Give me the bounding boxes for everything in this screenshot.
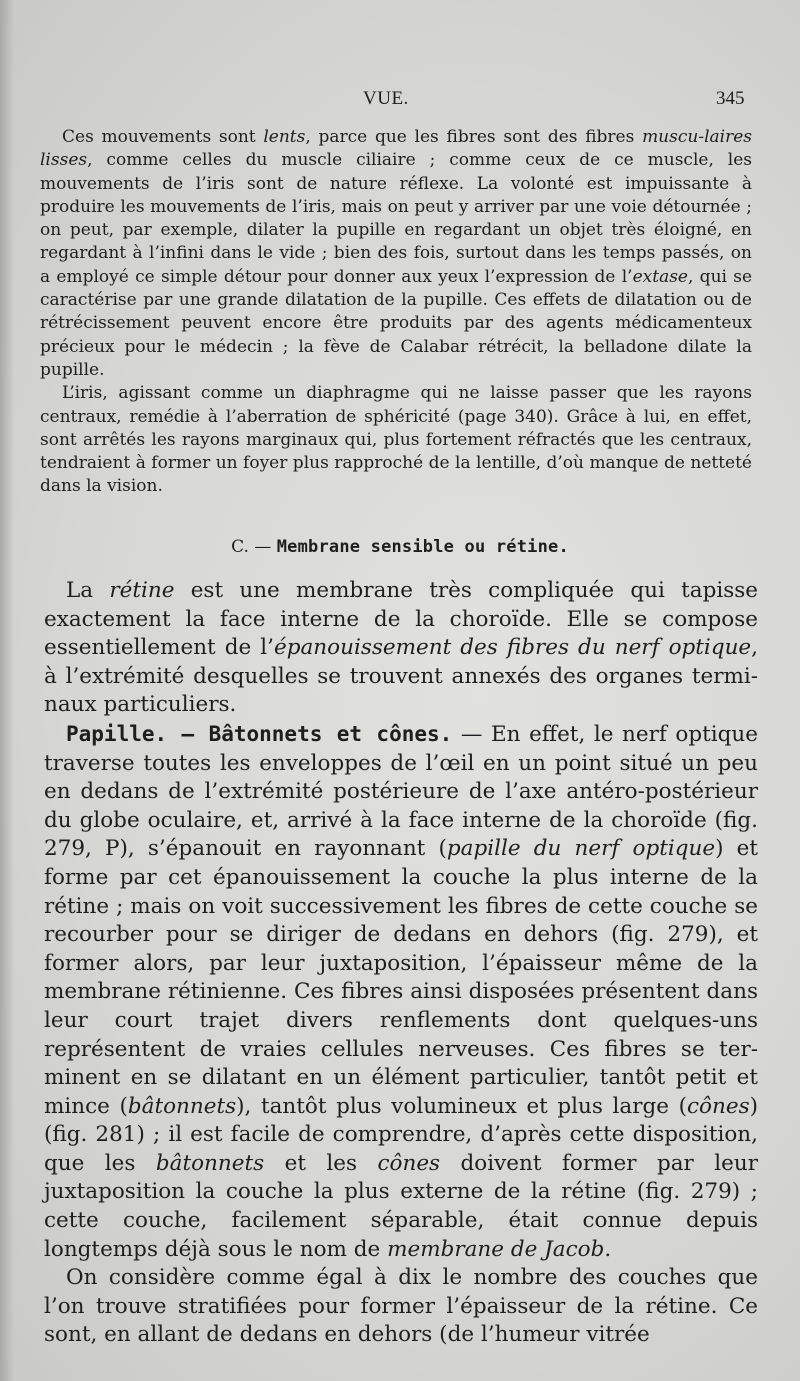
text-run: . (604, 1236, 612, 1262)
italic-term: membrane de Jacob (387, 1236, 605, 1262)
italic-term: muscu-laires lisses (40, 127, 752, 171)
text-run: , qui se caractérise par une grande dilatation de la pupille. Ces effets de dilatation ou de rétrécissement peuvent encore être produits par des agents médicamenteux précieux pour le médecin ; la fève de Calabar rétrécit, la belladone dilate la pupille. (40, 266, 753, 380)
page-header (0, 88, 800, 112)
page-number: 345 (716, 88, 745, 109)
run-in-heading: Papille. — Bâtonnets et cônes. (66, 721, 453, 746)
italic-term: extase (632, 266, 688, 287)
italic-term: rétine (109, 578, 175, 603)
paragraph-papille (44, 720, 758, 1264)
large-type-block (44, 577, 758, 1350)
text-run: — En effet, le nerf optique traverse toutes les enveloppes de l’œil en un point situé un peu en dedans de l’extrémité postérieure de l’axe antéro-postérieur du globe oculaire, et, arrivé à la face interne de la choroïde (fig. 279, P), s’épanouit en rayonnant ( (44, 721, 758, 862)
italic-term: papille du nerf optique (446, 836, 716, 862)
section-letter: C. — (231, 537, 277, 557)
italic-term: cônes (377, 1150, 441, 1176)
text-run: ) (fig. 281) ; il est facile de comprendre, d’après cette disposition, que les (44, 1093, 758, 1176)
paragraph-retina-layers: On considère comme égal à dix le nombre des couches que l’on trouve stratifiées pour former l’épaisseur de la rétine. Ce sont, en allant de dedans en dehors (de l’humeur vitrée (44, 1265, 758, 1348)
section-heading (0, 537, 800, 557)
paragraph-iris-diaphragm: L’iris, agissant comme un diaphragme qui ne laisse passer que les rayons centraux, remédie à l’aberration de sphéricité (page 340). Grâce à lui, en effet, sont arrêtés les rayons marginaux qui, plus fortement réfractés que les centraux, tendraient à former un foyer plus rapproché de la lentille, d’où manque de netteté dans la vision. (40, 383, 752, 497)
paragraph-iris-movements (40, 126, 752, 382)
text-run: doivent former par leur juxtaposition la couche la plus externe de la rétine (fig. 279) ; cette couche, facilement séparable, était connue depuis longtemps déjà sous le nom de (44, 1150, 758, 1262)
text-run: , comme celles du muscle ciliaire ; comme ceux de ce muscle, les mouvements de l’iris sont de nature réflexe. La volonté est impuissante à produire les mouvements de l’iris, mais on peut y arriver par une voie détournée ; on peut, par exemple, dilater la pupille en regardant un objet très éloigné, en regardant à l’infini dans le vide ; bien des fois, surtout dans les temps passés, on a employé ce simple détour pour donner aux yeux l’expression de l’ (40, 150, 752, 287)
text-run: ) et forme par cet épanouissement la couche la plus interne de la rétine ; mais on voit successivement les fibres de cette couche se recourber pour se diriger de dedans en dehors (fig. 279), et former alors, par leur juxtaposition, l’épaisseur même de la membrane rétinienne. Ces fibres ainsi disposées présentent dans leur court trajet divers renflements dont quelques-uns représentent de vraies cellules nerveuses. Ces fibres se ter-minent en se dilatant en un élément particulier, tantôt petit et mince ( (44, 836, 759, 1119)
italic-term: lents (263, 127, 306, 147)
text-run: , à l’extrémité desquelles se trouvent annexés des organes termi-naux particuliers. (44, 635, 758, 718)
italic-term: épanouissement des fibres du nerf optique (274, 635, 752, 661)
text-run: et les (264, 1150, 378, 1176)
section-title: Membrane sensible ou rétine. (276, 537, 569, 557)
text-run: , parce que les fibres sont des fibres (305, 127, 643, 147)
small-type-block (40, 126, 752, 499)
text-run: Ces mouvements sont (62, 127, 264, 147)
text-run: ), tantôt plus volumineux et plus large ( (236, 1093, 688, 1119)
italic-term: bâtonnets (127, 1093, 237, 1119)
text-run: est une membrane très compliquée qui tapisse exactement la face interne de la choroïde. Elle se compose essentiellement de l’ (44, 578, 758, 661)
italic-term: cônes (687, 1093, 750, 1119)
text-run: La (66, 578, 110, 603)
running-head: VUE. (363, 88, 409, 109)
paragraph-retina-definition (44, 577, 758, 720)
italic-term: bâtonnets (155, 1150, 265, 1176)
